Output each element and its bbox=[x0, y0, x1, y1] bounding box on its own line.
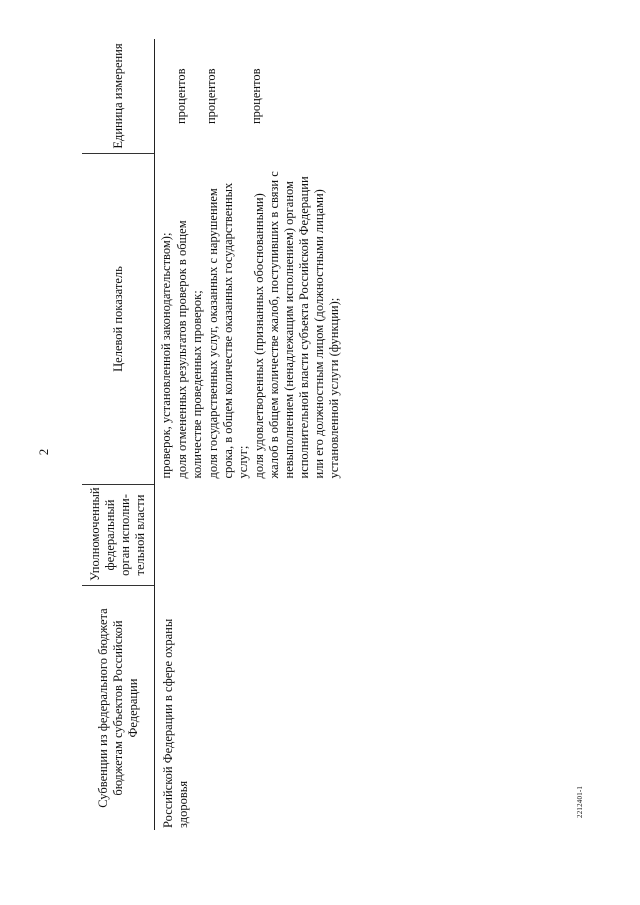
header-unit: Единица измерения bbox=[82, 39, 155, 154]
page-number: 2 bbox=[36, 448, 51, 456]
indicator-item: доля государственных услуг, оказанных с нарушением срока, в общем количестве оказанных государственных услуг; bbox=[206, 182, 250, 479]
document-code: 2212401-1 bbox=[576, 785, 584, 818]
indicator-item: доля отмененных результатов проверок в общем количестве проведенных проверок; bbox=[175, 220, 204, 479]
subvention-cell: Российской Федерации в сфере охраны здоровья bbox=[161, 618, 190, 828]
header-authority: Уполномоченный федеральный орган исполни-тельной власти bbox=[82, 485, 155, 586]
unit-value: процентов bbox=[249, 68, 263, 125]
unit-cell bbox=[155, 39, 348, 154]
indicator-item: доля удовлетворенных (признанных обоснованными) жалоб в общем количестве жалоб, поступивших в связи с невыполнением (ненадлежащим исполнением) органом исполнительной власти субъекта Российской Федерации или его должностным лицом (должностными лицами) установленной услуги (функции); bbox=[252, 171, 341, 479]
indicator-list bbox=[159, 158, 342, 481]
authority-cell bbox=[155, 485, 348, 586]
header-target-indicator: Целевой показатель bbox=[82, 154, 155, 485]
table-header-row bbox=[82, 39, 155, 830]
header-subventions: Субвенции из федерального бюджета бюджетам субъектов Российской Федерации bbox=[82, 586, 155, 831]
indicator-cell bbox=[155, 154, 348, 485]
indicator-item: проверок, установленной законодательством); bbox=[159, 232, 173, 479]
indicators-table bbox=[82, 39, 347, 830]
unit-value: процентов bbox=[174, 68, 188, 125]
unit-value: процентов bbox=[204, 68, 218, 125]
table-row bbox=[155, 39, 348, 830]
rotated-table-sheet bbox=[82, 43, 550, 830]
unit-value bbox=[159, 43, 174, 150]
